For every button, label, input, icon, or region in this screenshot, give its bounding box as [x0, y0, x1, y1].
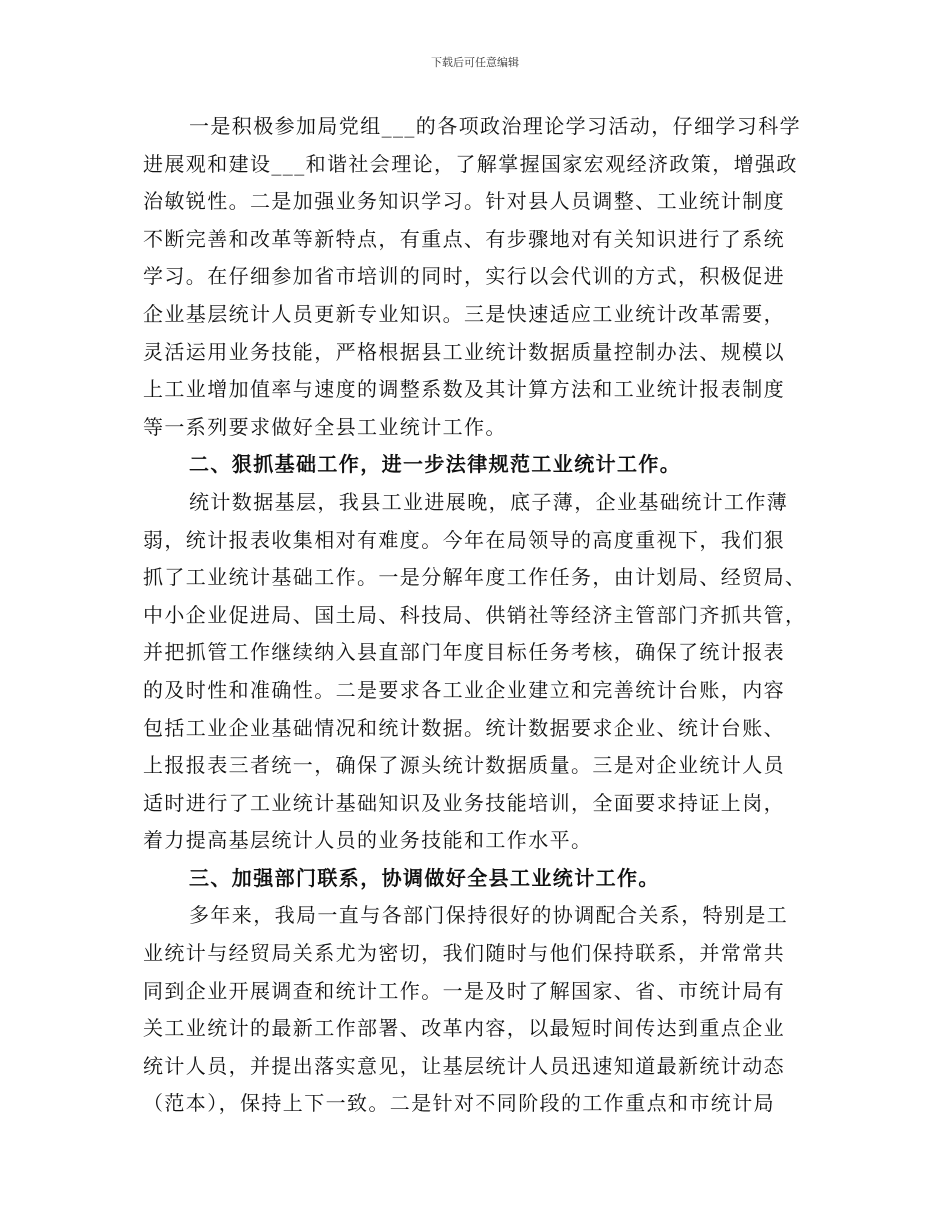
text-line: 一是积极参加局党组___的各项政治理论学习活动，仔细学习科学: [189, 114, 801, 138]
text-line: 的及时性和准确性。二是要求各工业企业建立和完善统计台账，内容: [143, 677, 785, 702]
text-line: 上报报表三者统一，确保了源头统计数据质量。三是对企业统计人员: [143, 753, 785, 778]
text-line: 着力提高基层统计人员的业务技能和工作水平。: [143, 828, 593, 853]
text-line: （范本），保持上下一致。二是针对不同阶段的工作重点和市统计局: [143, 1091, 775, 1116]
text-line: 不断完善和改革等新特点，有重点、有步骤地对有关知识进行了系统: [143, 226, 785, 251]
text-line: 弱，统计报表收集相对有难度。今年在局领导的高度重视下，我们狠: [143, 527, 785, 552]
text-line: 企业基层统计人员更新专业知识。三是快速适应工业统计改革需要，: [143, 301, 785, 326]
section-heading: 三、加强部门联系，协调做好全县工业统计工作。: [189, 865, 660, 890]
text-line: 进展观和建设___和谐社会理论，了解掌握国家宏观经济政策，增强政: [143, 151, 798, 176]
page-header: 下载后可任意编辑: [431, 56, 519, 69]
text-line: 关工业统计的最新工作部署、改革内容，以最短时间传达到重点企业: [143, 1016, 785, 1041]
text-line: 并把抓管工作继续纳入县直部门年度目标任务考核，确保了统计报表: [143, 640, 785, 665]
text-line: 学习。在仔细参加省市培训的同时，实行以会代训的方式，积极促进: [143, 264, 785, 289]
text-line: 统计数据基层，我县工业进展晚，底子薄，企业基础统计工作薄: [189, 489, 789, 514]
text-line: 治敏锐性。二是加强业务知识学习。针对县人员调整、工业统计制度: [143, 189, 785, 214]
text-line: 中小企业促进局、国土局、科技局、供销社等经济主管部门齐抓共管，: [143, 602, 807, 627]
text-line: 适时进行了工业统计基础知识及业务技能培训，全面要求持证上岗，: [143, 790, 785, 815]
section-heading: 二、狠抓基础工作，进一步法律规范工业统计工作。: [189, 452, 682, 477]
text-line: 抓了工业统计基础工作。一是分解年度工作任务，由计划局、经贸局、: [143, 565, 807, 590]
document-body: [143, 108, 808, 1123]
text-line: 同到企业开展调查和统计工作。一是及时了解国家、省、市统计局有: [143, 978, 785, 1003]
text-line: 业统计与经贸局关系尤为密切，我们随时与他们保持联系，并常常共: [143, 941, 785, 966]
text-line: 灵活运用业务技能，严格根据县工业统计数据质量控制办法、规模以: [143, 339, 785, 364]
text-line: 上工业增加值率与速度的调整系数及其计算方法和工业统计报表制度: [143, 377, 785, 402]
text-line: 等一系列要求做好全县工业统计工作。: [143, 414, 507, 439]
text-line: 包括工业企业基础情况和统计数据。统计数据要求企业、统计台账、: [143, 715, 785, 740]
text-line: 多年来，我局一直与各部门保持很好的协调配合关系，特别是工: [189, 903, 789, 928]
text-line: 统计人员，并提出落实意见，让基层统计人员迅速知道最新统计动态: [143, 1053, 785, 1078]
